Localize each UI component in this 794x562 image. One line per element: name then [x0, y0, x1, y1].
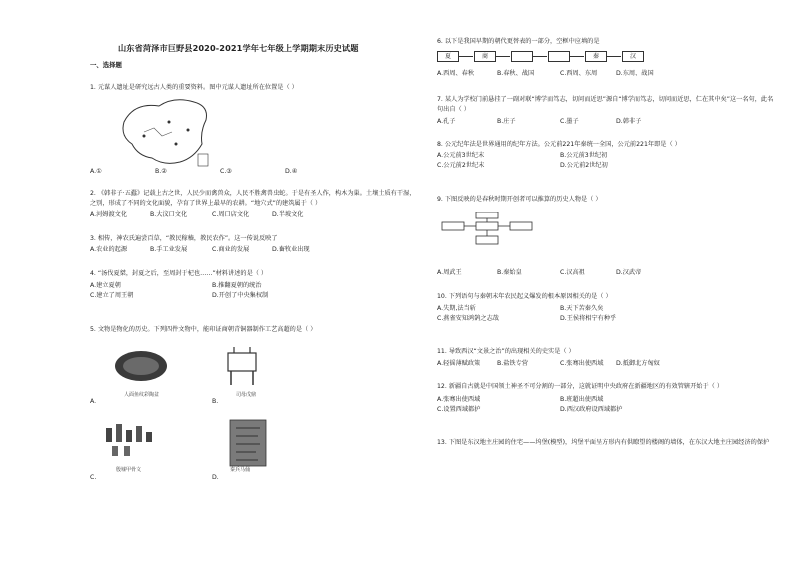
q6-option-c: C.西周、东周 [560, 70, 598, 77]
q1-option-b: B.② [155, 168, 167, 175]
q3-option-c: C.商业的发展 [212, 246, 250, 253]
q11-option-d: D.抵御北方匈奴 [616, 360, 660, 367]
question-5-stem: 5. 文物是物化的历史。下列四件文物中，能印证商朝青铜器制作工艺高超的是（ ） [90, 326, 317, 333]
question-12-stem: 12. 新疆自古就是中国领土神圣不可分割的一部分，这就证明中央政府在新疆地区的有效管辖开始于（ ） [437, 383, 724, 390]
question-11-stem: 11. 导致西汉“文景之治”的出现相关的史实是（ ） [437, 348, 575, 355]
q8-option-d: D.公元前2世纪初 [560, 162, 608, 169]
q4-option-d: D.开创了中央集权制 [212, 292, 269, 299]
arrow-2 [496, 56, 510, 57]
q11-option-c: C.张骞出使西域 [560, 360, 604, 367]
caption-c: 殷墟甲骨文 [116, 467, 142, 473]
question-8-stem: 8. 公元纪年法是世界通用的纪年方法。公元前221年秦统一全国，公元前221年即是（ ） [437, 141, 681, 148]
q10-option-d: D.王侯将相宁有种乎 [560, 315, 617, 322]
section-heading: 一、选择题 [90, 61, 122, 69]
q12-option-a: A.张骞出使西域 [437, 396, 481, 403]
q3-option-b: B.手工业发展 [150, 246, 188, 253]
q2-option-d: D.半坡文化 [272, 211, 304, 218]
q7-option-a: A.孔子 [437, 118, 456, 125]
q1-option-c: C.③ [220, 168, 232, 175]
dynasty-box-2: 商 [474, 51, 496, 62]
q11-option-a: A.轻徭薄赋政策 [437, 360, 481, 367]
question-10-stem: 10. 下列语句与秦朝末年农民起义爆发的根本原因相关的是（ ） [437, 293, 612, 300]
q5-option-c: C. [90, 474, 97, 481]
dynasty-box-1: 夏 [437, 51, 459, 62]
question-1-stem: 1. 元谋人遗址是研究远古人类的重要资料。图中元谋人遗址所在位置是（ ） [90, 84, 298, 91]
q3-option-a: A.农业的起源 [90, 246, 128, 253]
q4-option-c: C.建立了周王朝 [90, 292, 134, 299]
q7-option-c: C.墨子 [560, 118, 579, 125]
q7-option-d: D.韩非子 [616, 118, 642, 125]
dynasty-box-5: 秦 [585, 51, 607, 62]
question-13-stem: 13. 下图是东汉地主庄园的住宅——坞堡(模型)，坞堡平面呈方形内有供瞭望的楼阁的墙体，在东汉大地主庄园经济的保护 [437, 439, 770, 446]
caption-a: 人面鱼纹彩陶盆 [124, 392, 160, 398]
q10-option-c: C.燕雀安知鸿鹄之志哉 [437, 315, 499, 322]
q5-option-a: A. [90, 398, 97, 405]
q9-option-b: B.秦始皇 [497, 269, 522, 276]
q12-option-b: B.班超出使西域 [560, 396, 604, 403]
question-7-stem-line1: 7. 某人为学校门前悬挂了一副对联“博学而笃志，切问而近思”源自“博学而笃志，切问而近思，仁在其中矣”这一名句，此名 [437, 96, 774, 103]
q12-option-d: D.西汉政府设西域都护 [560, 406, 623, 413]
q10-option-b: B.天下苦秦久矣 [560, 305, 604, 312]
q3-option-d: D.畜牧业出现 [272, 246, 310, 253]
q8-option-b: B.公元前3世纪初 [560, 152, 608, 159]
question-6-stem: 6. 以下是我国早期的朝代更替表的一部分，空框中应填的是 [437, 38, 600, 45]
arrow-1 [459, 56, 473, 57]
question-2-stem-line2: 之别，形成了不同的文化面貌，孕育了世界上最早的农耕。“地穴式”的建筑属于（ ） [90, 200, 322, 207]
dynasty-box-4 [548, 51, 570, 62]
china-map-image [114, 92, 216, 170]
q4-option-a: A.建立夏朝 [90, 282, 121, 289]
inscription-image [228, 418, 268, 468]
q9-option-c: C.汉高祖 [560, 269, 585, 276]
q6-option-a: A.西周、春秋 [437, 70, 475, 77]
q10-option-a: A.失期,法当斩 [437, 305, 476, 312]
question-2-stem-line1: 2. 《韩非子·五蠹》记载上古之世，人民少而禽兽众，人民不胜禽兽虫蛇。于是有圣人作，构木为巢。土壤土质有干湿， [90, 190, 416, 197]
question-4-stem: 4. “汤伐夏桀，封夏之后，至周封于杞也……”材料讲述的是（ ） [90, 270, 268, 277]
terracotta-figures-image [102, 420, 162, 460]
question-3-stem: 3. 相传，神农氏遍尝百草，“教民稼穑，教民农作”。这一传说反映了 [90, 235, 278, 242]
q2-option-a: A.河姆渡文化 [90, 211, 128, 218]
arrow-4 [570, 56, 584, 57]
hierarchy-diagram [440, 212, 560, 252]
caption-d: 秦兵马俑 [230, 467, 251, 473]
q12-option-c: C.设置西域都护 [437, 406, 481, 413]
q11-option-b: B.盐铁专营 [497, 360, 528, 367]
arrow-3 [533, 56, 547, 57]
bronze-ding-image [222, 345, 262, 389]
dynasty-box-6: 汉 [622, 51, 644, 62]
q7-option-b: B.庄子 [497, 118, 516, 125]
q5-option-b: B. [212, 398, 219, 405]
q8-option-c: C.公元前2世纪末 [437, 162, 485, 169]
q6-option-d: D.东周、战国 [616, 70, 654, 77]
q9-option-a: A.周武王 [437, 269, 462, 276]
dynasty-box-3 [511, 51, 533, 62]
q2-option-c: C.周口店文化 [212, 211, 250, 218]
exam-title: 山东省菏泽市巨野县2020-2021学年七年级上学期期末历史试题 [118, 43, 359, 53]
pottery-basin-image [112, 348, 170, 388]
q9-option-d: D.汉武帝 [616, 269, 642, 276]
q2-option-b: B.大汶口文化 [150, 211, 188, 218]
q4-option-b: B.推翻夏朝的统治 [212, 282, 262, 289]
arrow-5 [607, 56, 621, 57]
q1-option-a: A.① [90, 168, 102, 175]
question-7-stem-line2: 句出自（ ） [437, 106, 470, 113]
caption-b: 司母戊鼎 [236, 392, 257, 398]
q6-option-b: B.春秋、战国 [497, 70, 535, 77]
question-9-stem: 9. 下图反映的是春秋时期开创者可以推算的历史人物是（ ） [437, 196, 602, 203]
q5-option-d: D. [212, 474, 219, 481]
q1-option-d: D.④ [285, 168, 298, 175]
q8-option-a: A.公元前3世纪末 [437, 152, 485, 159]
